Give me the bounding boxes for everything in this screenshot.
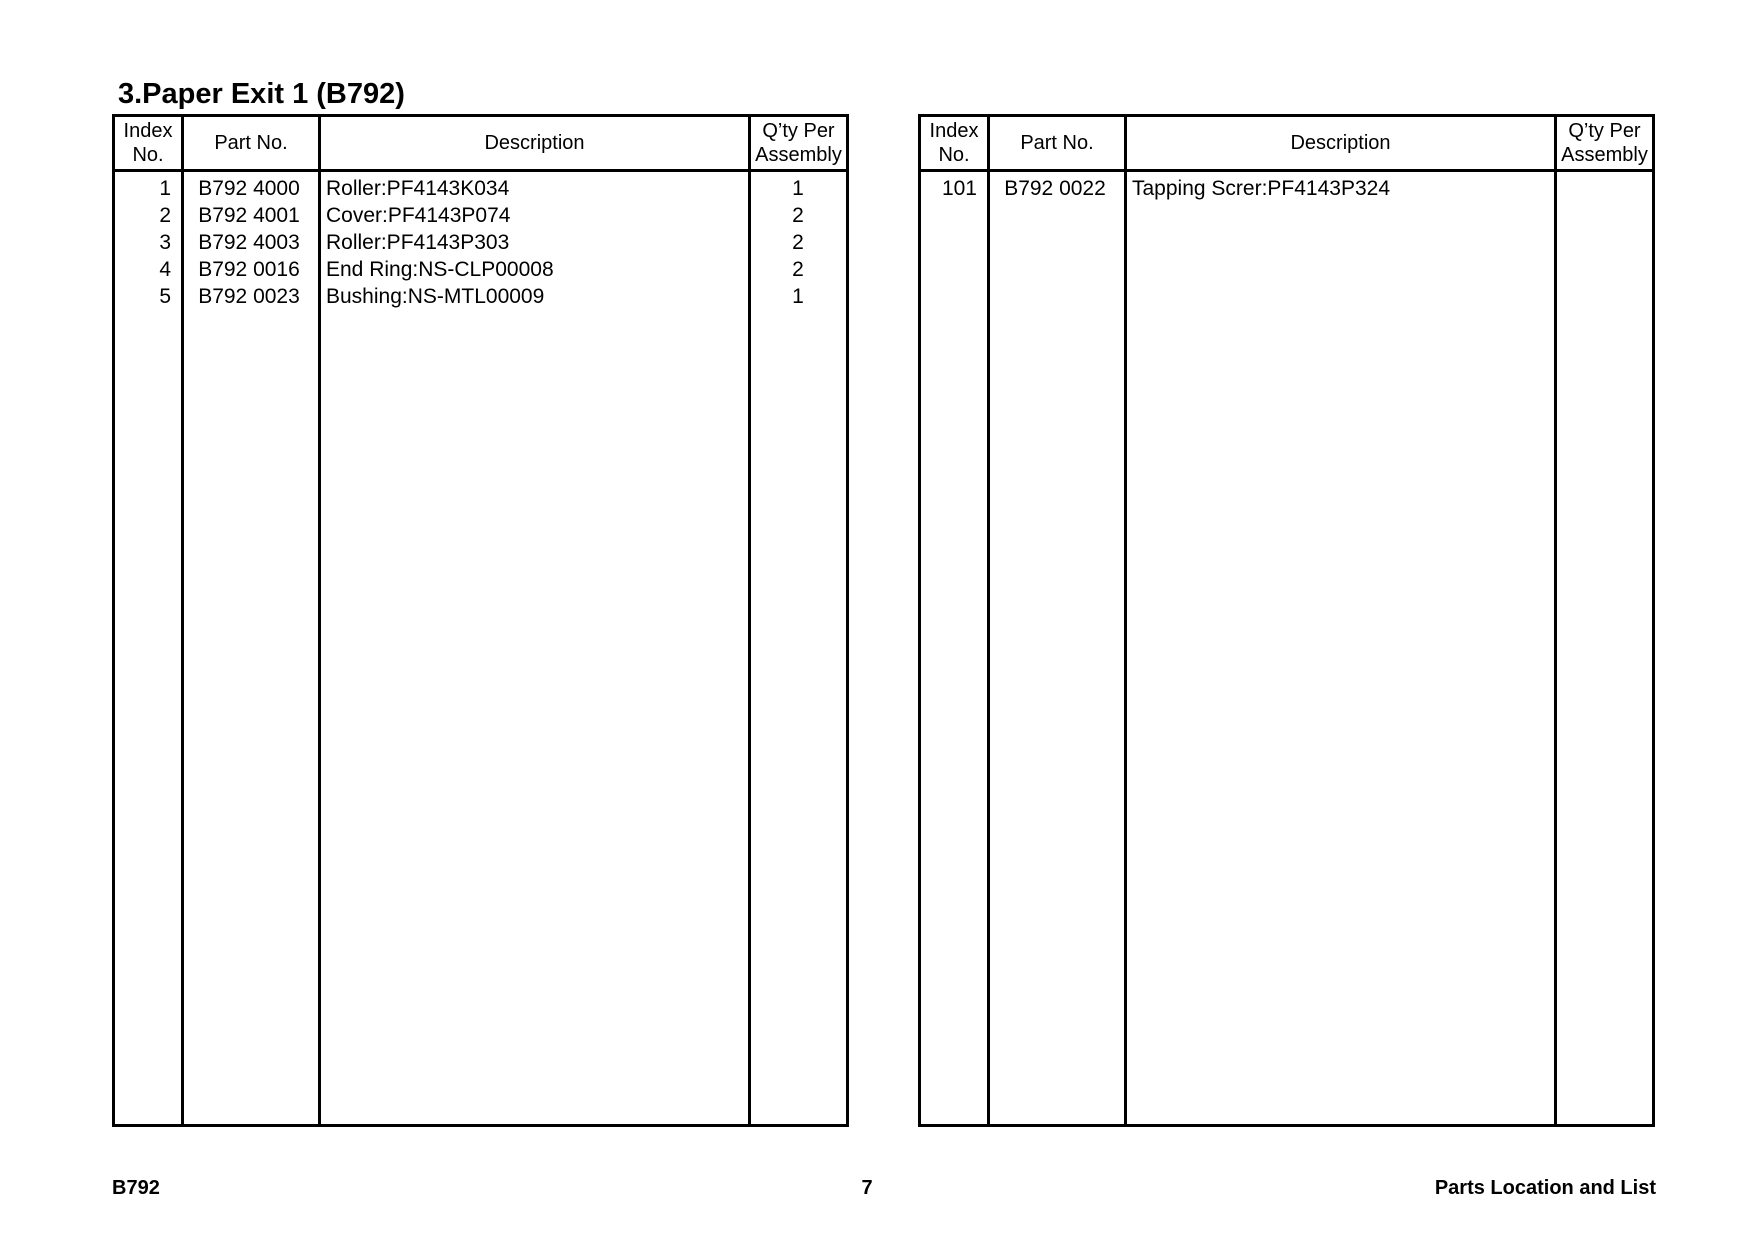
- description-cell: Cover:PF4143P074: [326, 204, 511, 227]
- footer-page-number: 7: [861, 1177, 873, 1199]
- column-divider: [1124, 117, 1127, 1124]
- part-no-cell: B792 0023: [198, 285, 300, 308]
- part-no-cell: B792 0022: [1004, 177, 1106, 200]
- table-row: [921, 175, 1652, 202]
- qty-cell: 1: [792, 285, 804, 308]
- table-rows-right: [921, 172, 1652, 202]
- header-description: Description: [1290, 132, 1391, 154]
- parts-table-right: [918, 114, 1655, 1127]
- qty-cell: 2: [792, 231, 804, 254]
- table-rows-left: [115, 172, 846, 310]
- index-cell: 101: [941, 177, 977, 200]
- header-index: Index No.: [123, 120, 173, 166]
- description-cell: Tapping Screr:PF4143P324: [1132, 177, 1390, 200]
- description-cell: Roller:PF4143K034: [326, 177, 510, 200]
- footer-model: B792: [112, 1177, 160, 1199]
- index-cell: 1: [159, 177, 171, 200]
- table-row: [115, 283, 846, 310]
- header-part-no: Part No.: [1020, 132, 1094, 154]
- column-divider: [987, 117, 990, 1124]
- table-row: [115, 202, 846, 229]
- header-description: Description: [484, 132, 585, 154]
- parts-table-left: [112, 114, 849, 1127]
- part-no-cell: B792 4003: [198, 231, 300, 254]
- description-cell: Bushing:NS-MTL00009: [326, 285, 545, 308]
- qty-cell: 2: [792, 204, 804, 227]
- part-no-cell: B792 4000: [198, 177, 300, 200]
- index-cell: 2: [159, 204, 171, 227]
- table-row: [115, 175, 846, 202]
- table-row: [115, 256, 846, 283]
- header-part-no: Part No.: [214, 132, 288, 154]
- part-no-cell: B792 4001: [198, 204, 300, 227]
- footer-section-title: Parts Location and List: [1434, 1177, 1656, 1199]
- description-cell: Roller:PF4143P303: [326, 231, 510, 254]
- index-cell: 3: [159, 231, 171, 254]
- header-qty: Q’ty Per Assembly: [1561, 120, 1648, 166]
- part-no-cell: B792 0016: [198, 258, 300, 281]
- page-title: 3.Paper Exit 1 (B792): [118, 78, 405, 110]
- qty-cell: 2: [792, 258, 804, 281]
- description-cell: End Ring:NS-CLP00008: [326, 258, 554, 281]
- index-cell: 4: [159, 258, 171, 281]
- header-qty: Q’ty Per Assembly: [755, 120, 842, 166]
- table-row: [115, 229, 846, 256]
- header-index: Index No.: [929, 120, 979, 166]
- column-divider: [1554, 117, 1557, 1124]
- index-cell: 5: [159, 285, 171, 308]
- qty-cell: 1: [792, 177, 804, 200]
